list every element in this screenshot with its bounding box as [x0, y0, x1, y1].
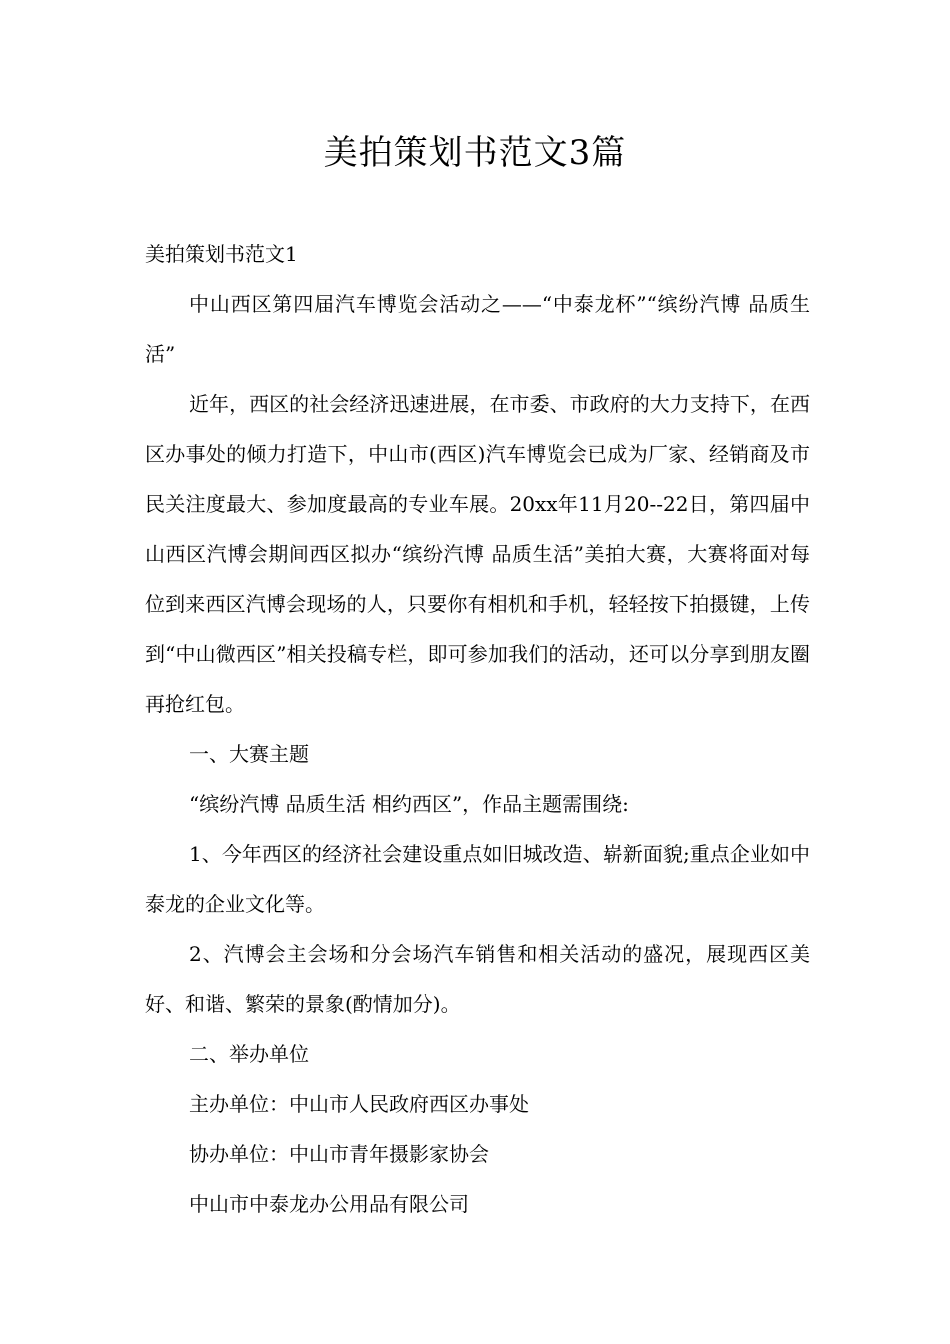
paragraph: 二、举办单位 — [189, 1042, 309, 1066]
paragraph: 中山市中泰龙办公用品有限公司 — [189, 1192, 469, 1216]
paragraph: “缤纷汽博 品质生活 相约西区”，作品主题需围绕: — [189, 792, 629, 816]
paragraph: 1、今年西区的经济社会建设重点如旧城改造、崭新面貌;重点企业如中泰龙的企业文化等。 — [145, 842, 810, 916]
paragraph: 协办单位：中山市青年摄影家协会 — [189, 1142, 489, 1166]
section-heading: 美拍策划书范文1 — [145, 242, 298, 266]
paragraph: 中山西区第四届汽车博览会活动之——“中泰龙杯”“缤纷汽博 品质生活” — [145, 292, 810, 366]
paragraph: 一、大赛主题 — [189, 742, 309, 766]
paragraph: 2、汽博会主会场和分会场汽车销售和相关活动的盛况，展现西区美好、和谐、繁荣的景象(酌情加分)。 — [145, 942, 810, 1016]
paragraph: 近年，西区的社会经济迅速进展，在市委、市政府的大力支持下，在西区办事处的倾力打造下，中山市(西区)汽车博览会已成为厂家、经销商及市民关注度最大、参加度最高的专业车展。20xx年11月20--22日，第四届中山西区汽博会期间西区拟办“缤纷汽博 品质生活”美拍大赛，大赛将面对每位到来西区汽博会现场的人，只要你有相机和手机，轻轻按下拍摄键，上传到“中山微西区”相关投稿专栏，即可参加我们的活动，还可以分享到朋友圈再抢红包。 — [145, 392, 810, 716]
document-body — [145, 229, 810, 1229]
paragraph: 主办单位：中山市人民政府西区办事处 — [189, 1092, 529, 1116]
document-title: 美拍策划书范文3篇 — [323, 133, 627, 173]
